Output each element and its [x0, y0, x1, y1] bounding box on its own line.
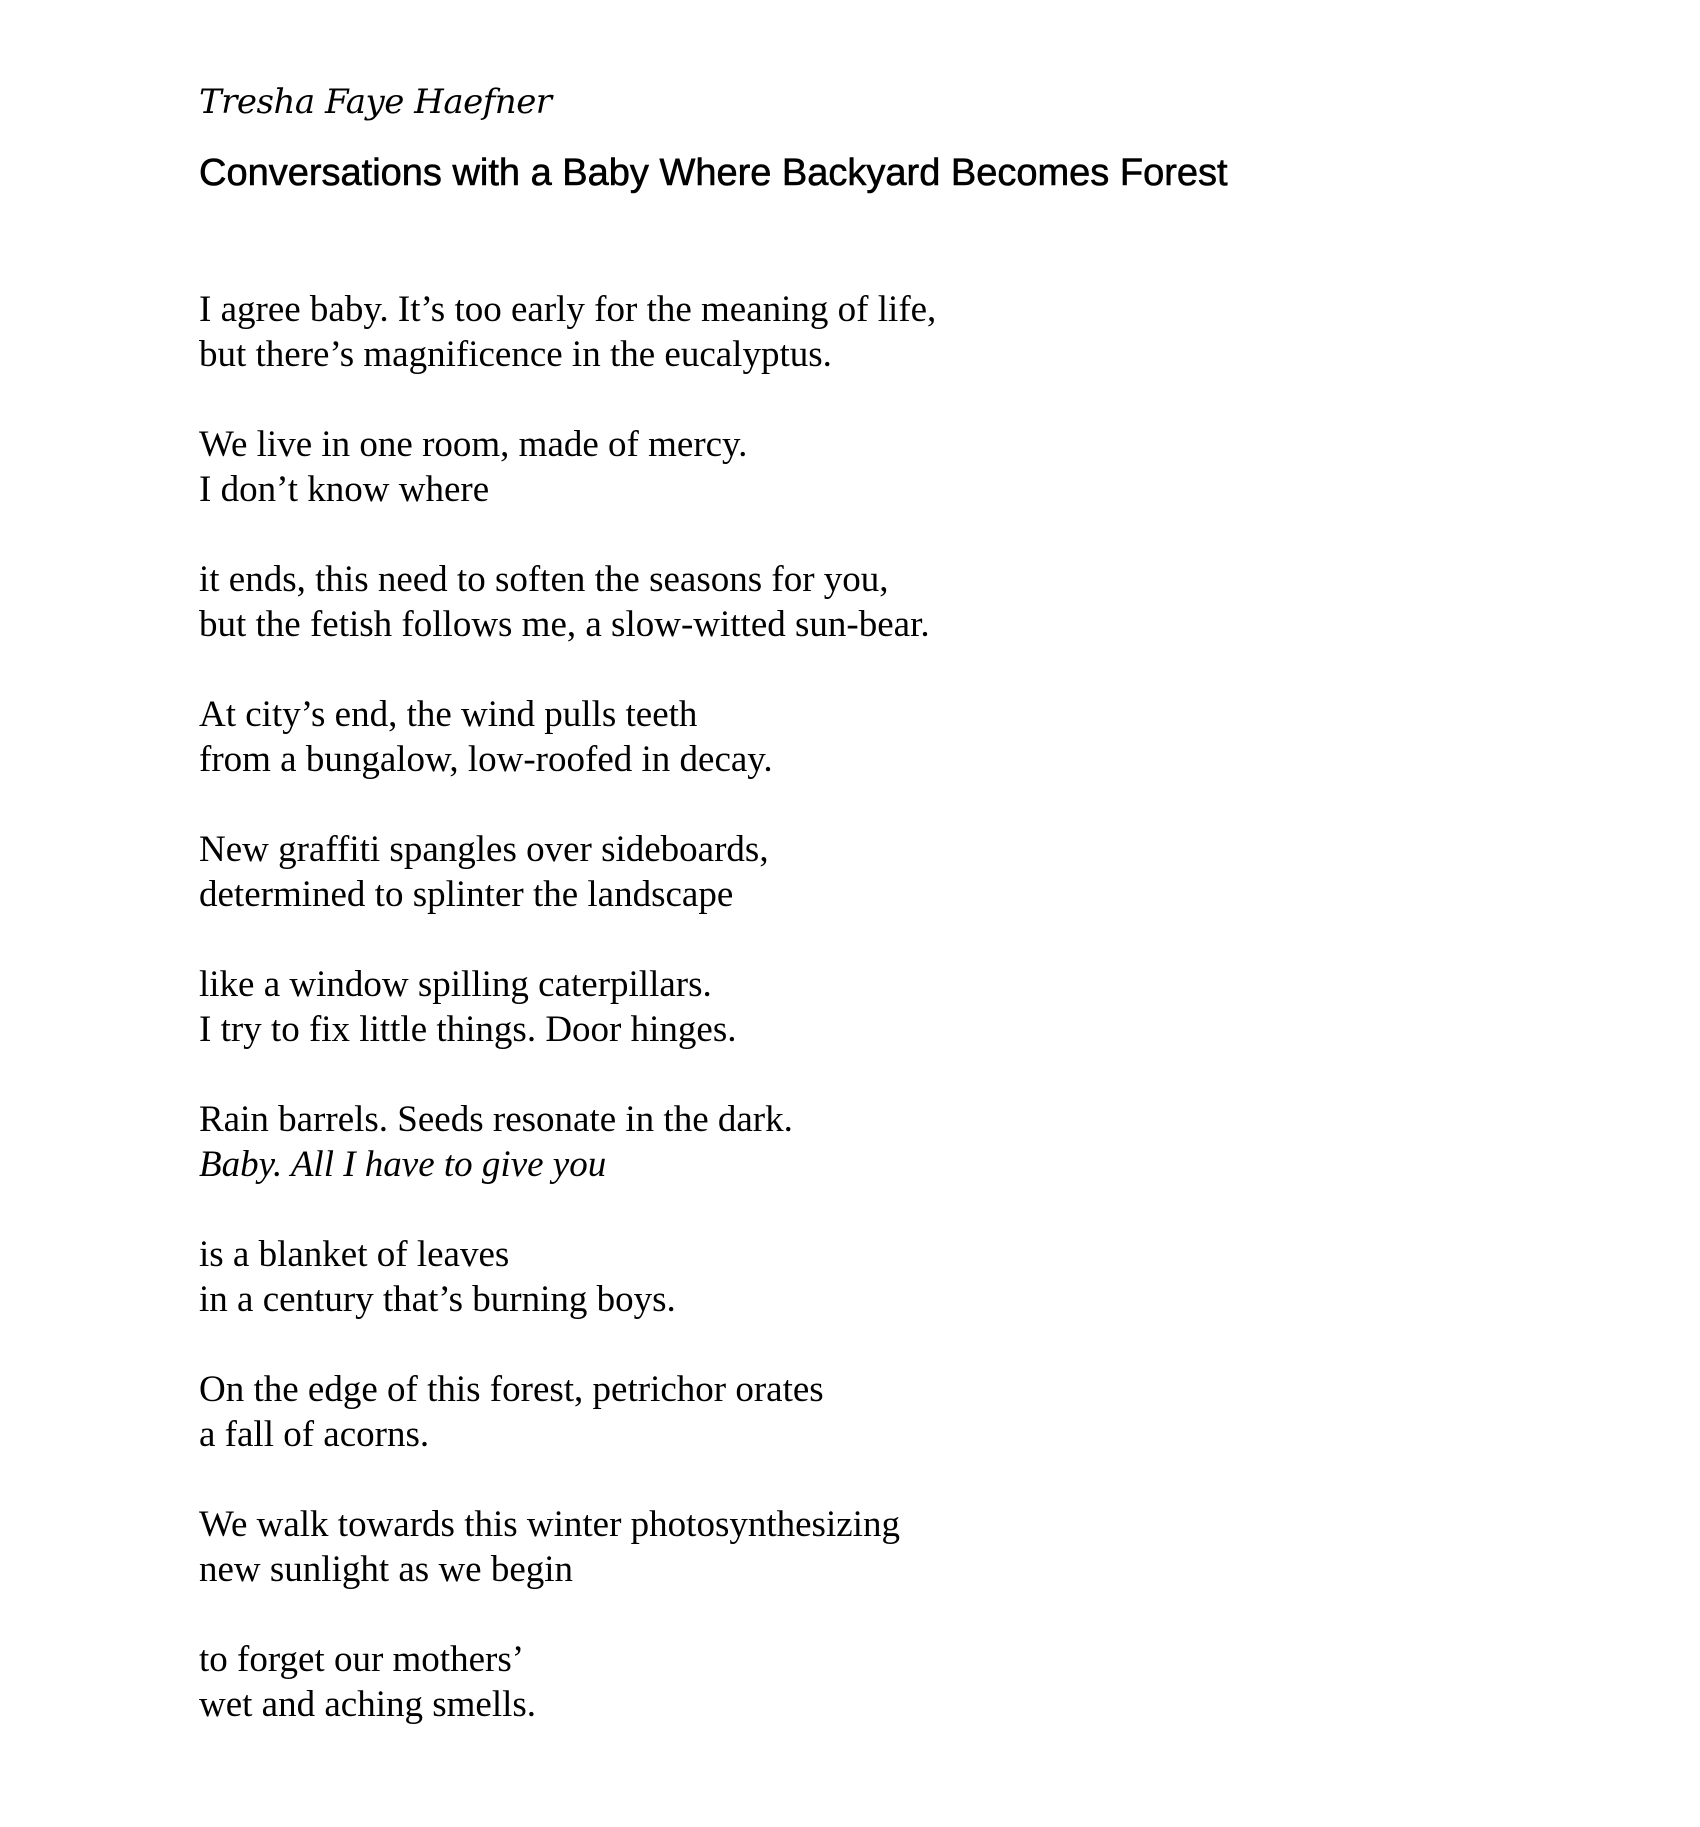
poem-line: from a bungalow, low-roofed in decay. — [199, 739, 773, 780]
poem-line: determined to splinter the landscape — [199, 874, 734, 915]
stanza — [199, 827, 1499, 917]
poem-title: Conversations with a Baby Where Backyard Becomes Forest — [199, 152, 1228, 194]
poem-line: We walk towards this winter photosynthesizing — [199, 1504, 900, 1545]
poem-line: We live in one room, made of mercy. — [199, 424, 748, 465]
poem-line: New graffiti spangles over sideboards, — [199, 829, 769, 870]
stanza — [199, 557, 1499, 647]
poem-line: At city’s end, the wind pulls teeth — [199, 694, 698, 735]
poem-line: I agree baby. It’s too early for the meaning of life, — [199, 289, 937, 330]
poem-line: to forget our mothers’ — [199, 1639, 525, 1680]
poem-line: Rain barrels. Seeds resonate in the dark. — [199, 1099, 793, 1140]
poem-line: it ends, this need to soften the seasons for you, — [199, 559, 889, 600]
poem-line: but the fetish follows me, a slow-witted sun-bear. — [199, 604, 930, 645]
poem-line: On the edge of this forest, petrichor orates — [199, 1369, 824, 1410]
poem-line: Baby. All I have to give you — [199, 1144, 607, 1185]
stanza — [199, 1502, 1499, 1592]
poem-line: a fall of acorns. — [199, 1414, 430, 1455]
poem-line: new sunlight as we begin — [199, 1549, 574, 1590]
poem-line: in a century that’s burning boys. — [199, 1279, 676, 1320]
poem-line: but there’s magnificence in the eucalyptus. — [199, 334, 832, 375]
stanza — [199, 962, 1499, 1052]
poem-line: wet and aching smells. — [199, 1684, 537, 1725]
stanza — [199, 287, 1499, 377]
poem-line: is a blanket of leaves — [199, 1234, 510, 1275]
stanza — [199, 1232, 1499, 1322]
poem-body — [199, 287, 1499, 1772]
poem-line: I try to fix little things. Door hinges. — [199, 1009, 737, 1050]
stanza — [199, 1367, 1499, 1457]
stanza — [199, 1637, 1499, 1727]
author-name: Tresha Faye Haefner — [199, 82, 552, 122]
stanza — [199, 1097, 1499, 1187]
poem-line: like a window spilling caterpillars. — [199, 964, 712, 1005]
poem-line: I don’t know where — [199, 469, 490, 510]
stanza — [199, 422, 1499, 512]
stanza — [199, 692, 1499, 782]
